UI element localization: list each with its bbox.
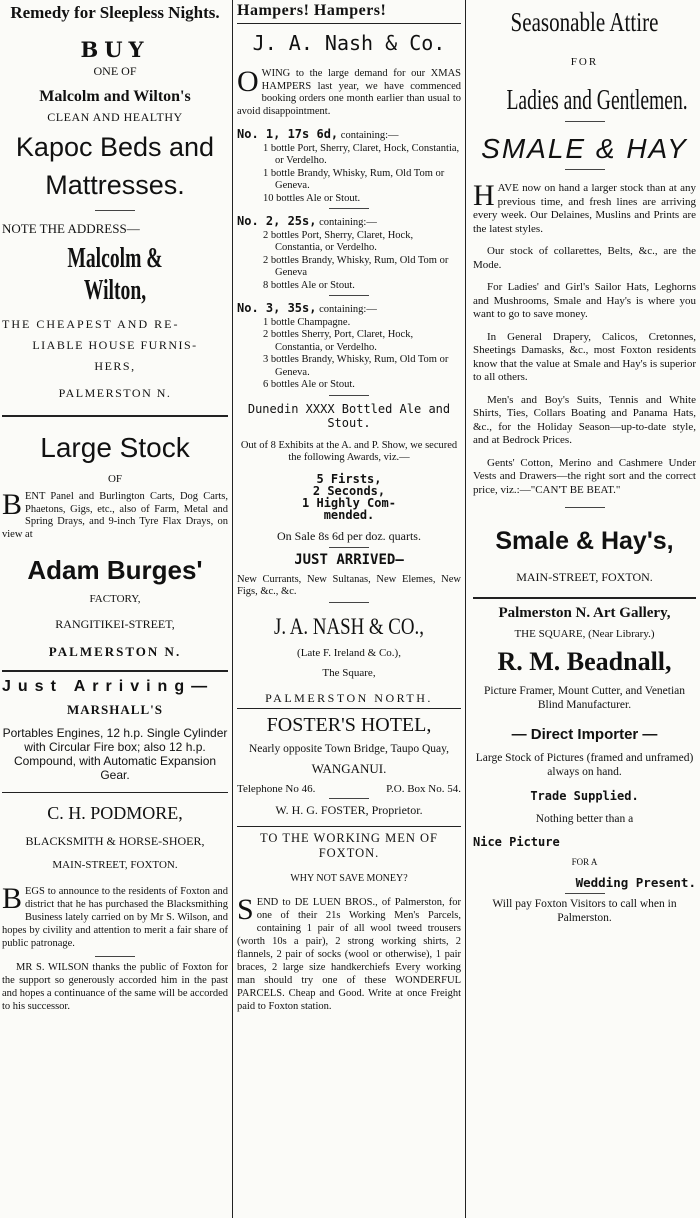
nice-picture: Nice Picture — [473, 835, 560, 849]
firm-name: Malcolm & Wilton, — [67, 243, 163, 306]
direct-importer: — Direct Importer — — [511, 726, 658, 743]
ad-separator — [2, 415, 228, 417]
burges-body: BENT Panel and Burlington Carts, Dog Carts, Phaetons, Gigs, etc., also of Farm, Metal and Spring Drays, and 9-inch Tyre Flax Drays, on view at — [2, 488, 228, 540]
divider — [565, 169, 605, 170]
nothing-better: Nothing better than a — [535, 813, 634, 825]
list-item: 1 bottle Champagne. — [263, 316, 351, 328]
foster-proprietor: W. H. G. FOSTER, Proprietor. — [275, 803, 423, 817]
just-arriving-heading: Just Arriving— — [2, 678, 215, 695]
ad-separator — [237, 826, 461, 827]
list-item: 3 bottles Brandy, Whisky, Rum, Old Tom or Geneva. — [263, 354, 449, 378]
save-money-text: WHY NOT SAVE MONEY? — [290, 873, 408, 884]
nash-firm: J. A. Nash & Co. — [252, 31, 446, 55]
podmore-name: C. H. PODMORE, — [47, 803, 183, 823]
hers-text: HERS, — [94, 359, 136, 373]
list-item: 2 bottles Brandy, Whisky, Rum, Old Tom or Geneva — [263, 254, 449, 278]
foxton-visitors: Will pay Foxton Visitors to call when in Palmerston. — [492, 898, 677, 924]
clean-text: CLEAN AND HEALTHY — [47, 110, 183, 124]
divider — [565, 507, 605, 508]
smale-p3: For Ladies' and Girl's Sailor Hats, Leghorns and Mushrooms, Smale and Hay's is where you want to go to save money. — [473, 281, 696, 320]
smale-p2: Our stock of collarettes, Belts, &c., are the Mode. — [473, 245, 696, 271]
for-text: FOR — [570, 56, 599, 68]
ad-separator — [237, 708, 461, 709]
hampers-heading: Hampers! Hampers! — [237, 2, 387, 19]
divider — [329, 208, 369, 209]
foster-town: WANGANUI. — [311, 760, 387, 776]
burges-town: PALMERSTON N. — [48, 644, 182, 659]
beadnall-square: THE SQUARE, (Near Library.) — [514, 628, 655, 640]
list-item: 2 bottles Port, Sherry, Claret, Hock, Constantia, or Verdelho. — [263, 229, 414, 253]
containing-text: containing:— — [319, 217, 377, 228]
list-item: 2 bottles Sherry, Port, Claret, Hock, Constantia, or Verdelho. — [263, 329, 414, 353]
list-item: 1 bottle Port, Sherry, Claret, Hock, Constantia, or Verdelho. — [263, 142, 460, 166]
beadnall-ad — [473, 605, 696, 925]
de-luen-body: SEND to DE LUEN BROS., of Palmerston, for one of their 21s Working Men's Parcels, containing 1 pair of all wool tweed trousers (worth 10s a pair), 2 strong working shirts, 2 flannels, 2 pair of socks (wool or otherwise), 1 pair braces, 2 large size handkerchiefs Every working man should try one of these WONDERFUL PARCELS. Cheap and Good. Write at once Freight paid to Foxton station. — [237, 893, 461, 1012]
divider — [329, 547, 369, 548]
divider — [565, 893, 605, 894]
hamper-1-items — [237, 143, 461, 206]
divider — [565, 121, 605, 122]
smale-hay-firm-big: Smale & Hay's, — [495, 527, 674, 555]
divider — [95, 956, 135, 957]
street-text: RANGITIKEI-STREET, — [55, 617, 175, 631]
award-item: 1 Highly Com- — [302, 495, 396, 510]
one-of-text: ONE OF — [93, 64, 137, 78]
foster-phone: Telephone No 46. — [237, 782, 316, 795]
podmore-trade: BLACKSMITH & HORSE-SHOER, — [25, 834, 205, 848]
for-a-text: FOR A — [571, 857, 598, 867]
awards-list — [237, 473, 461, 521]
note-address: NOTE THE ADDRESS— — [2, 221, 140, 236]
smale-hay-firm: SMALE & HAY — [481, 133, 688, 164]
trade-supplied: Trade Supplied. — [530, 789, 639, 803]
nash-ad — [237, 2, 461, 706]
factory-text: FACTORY, — [89, 593, 141, 605]
cheapest-text: THE CHEAPEST AND RE- — [2, 317, 180, 331]
nash-firm-big: J. A. NASH & CO., — [274, 613, 424, 639]
square-text: The Square, — [322, 666, 376, 679]
divider — [329, 395, 369, 396]
smale-street: MAIN-STREET, FOXTON. — [516, 570, 653, 584]
foster-hotel-name: FOSTER'S HOTEL, — [266, 713, 432, 736]
sale-text: On Sale 8s 6d per doz. quarts. — [277, 528, 421, 543]
hamper-1-title: No. 1, 17s 6d, — [237, 127, 339, 141]
containing-text: containing:— — [340, 130, 399, 141]
arrived-body: New Currants, New Sultanas, New Elemes, New Figs, &c., &c. — [237, 573, 461, 597]
nash-intro: OWING to the large demand for our XMAS HAMPERS last year, we have commenced booking orders one month earlier than usual to avoid disappointment. — [237, 65, 461, 117]
ad-separator — [2, 670, 228, 672]
hamper-2-items — [237, 230, 461, 293]
divider — [329, 798, 369, 799]
seasonable-heading: Seasonable Attire — [510, 7, 659, 37]
award-item: 2 Seconds, — [312, 483, 386, 498]
list-item: 6 bottles Ale or Stout. — [263, 379, 355, 390]
beadnall-stock: Large Stock of Pictures (framed and unframed) always on hand. — [475, 752, 694, 778]
adam-burges-ad — [2, 431, 228, 660]
marshall-ad — [2, 678, 228, 782]
makers-name: Malcolm and Wilton's — [39, 88, 191, 105]
foster-box: P.O. Box No. 54. — [386, 782, 461, 795]
podmore-body: BEGS to announce to the residents of Foxton and district that he has purchased the Blacksmithing Business lately carried on by Mr S. Wilson, and hopes by civility and attention to merit a fair share of public patronage. — [2, 882, 228, 949]
marshall-body: Portables Engines, 12 h.p. Single Cylinder with Circular Fire box; also 12 h.p. Compound, with Automatic Expansion Gear. — [2, 726, 228, 782]
column-rule-right — [465, 0, 466, 1218]
just-arrived-heading: JUST ARRIVED— — [294, 551, 404, 568]
marshall-name: MARSHALL'S — [67, 702, 163, 717]
of-text: OF — [107, 473, 123, 485]
ad-headline: Remedy for Sleepless Nights. — [10, 3, 220, 22]
wilson-thanks: MR S. WILSON thanks the public of Foxton for the support so generously accorded him in the past and hopes a continuance of the same will be accorded to his successor. — [2, 962, 228, 1012]
wedding-present: Wedding Present. — [575, 875, 696, 890]
liable-text: LIABLE HOUSE FURNIS- — [32, 338, 198, 352]
exhibits-text: Out of 8 Exhibits at the A. and P. Show, we secured the following Awards, viz.— — [240, 439, 458, 463]
smale-p1: HAVE now on hand a larger stock than at any previous time, and fresh lines are arriving every week. Our Delaines, Muslins and Prints are the latest styles. — [473, 179, 696, 235]
podmore-ad — [2, 803, 228, 1013]
burges-name: Adam Burges' — [27, 555, 203, 585]
smale-p5: Men's and Boy's Suits, Tennis and White Shirts, Ties, Collars Boating and Panama Hats, &c., for the Holiday Season—up-to-date style, and at Bedrock Prices. — [473, 393, 696, 446]
list-item: 8 bottles Ale or Stout. — [263, 279, 355, 291]
art-gallery-heading: Palmerston N. Art Gallery, — [498, 605, 671, 621]
divider — [95, 210, 135, 211]
buy-heading: BUY — [80, 37, 150, 62]
large-stock-heading: Large Stock — [40, 432, 190, 463]
containing-text: containing:— — [319, 304, 377, 315]
smale-p6: Gents' Cotton, Merino and Cashmere Under Vests and Drawers—the right sort and the correct price, viz.:—"CAN'T BE BEAT." — [473, 456, 696, 496]
hamper-2-title: No. 2, 25s, — [237, 214, 317, 228]
nash-town: PALMERSTON NORTH. — [265, 690, 433, 705]
beadnall-name: R. M. Beadnall, — [497, 647, 672, 676]
mattresses-heading: Mattresses. — [45, 170, 185, 200]
late-text: (Late F. Ireland & Co.), — [297, 646, 401, 659]
divider — [329, 295, 369, 296]
dunedin-heading: Dunedin XXXX Bottled Ale and Stout. — [247, 401, 451, 430]
podmore-street: MAIN-STREET, FOXTON. — [52, 859, 178, 871]
divider — [237, 23, 461, 24]
column-left — [0, 0, 232, 1218]
hamper-3-title: No. 3, 35s, — [237, 301, 317, 315]
foster-ad — [237, 713, 461, 819]
town-text: PALMERSTON N. — [58, 386, 172, 400]
ad-separator — [2, 792, 228, 793]
ladies-heading: Ladies and Gentlemen. — [506, 85, 688, 116]
smale-p4: In General Drapery, Calicos, Cretonnes, Sheetings Damasks, &c., most Foxton residents know that the value at Smale and Hay's is superior to all others. — [473, 330, 696, 383]
smale-hay-ad — [473, 6, 696, 585]
hamper-3-items — [237, 317, 461, 392]
column-right — [467, 0, 700, 1218]
award-item: mended. — [323, 507, 375, 522]
list-item: 1 bottle Brandy, Whisky, Rum, Old Tom or Geneva. — [263, 167, 445, 191]
award-item: 5 Firsts, — [316, 471, 382, 486]
foster-near: Nearly opposite Town Bridge, Taupo Quay, — [248, 742, 450, 755]
malcolm-wilton-ad — [2, 2, 228, 401]
working-men-heading: TO THE WORKING MEN OF FOXTON. — [260, 831, 438, 860]
beadnall-trade: Picture Framer, Mount Cutter, and Venetian Blind Manufacturer. — [483, 685, 686, 711]
ad-separator — [473, 597, 696, 599]
kapoc-heading: Kapoc Beds and — [15, 132, 215, 162]
de-luen-ad — [237, 831, 461, 1013]
divider — [329, 602, 369, 603]
column-middle — [233, 0, 465, 1218]
list-item: 10 bottles Ale or Stout. — [263, 192, 361, 204]
